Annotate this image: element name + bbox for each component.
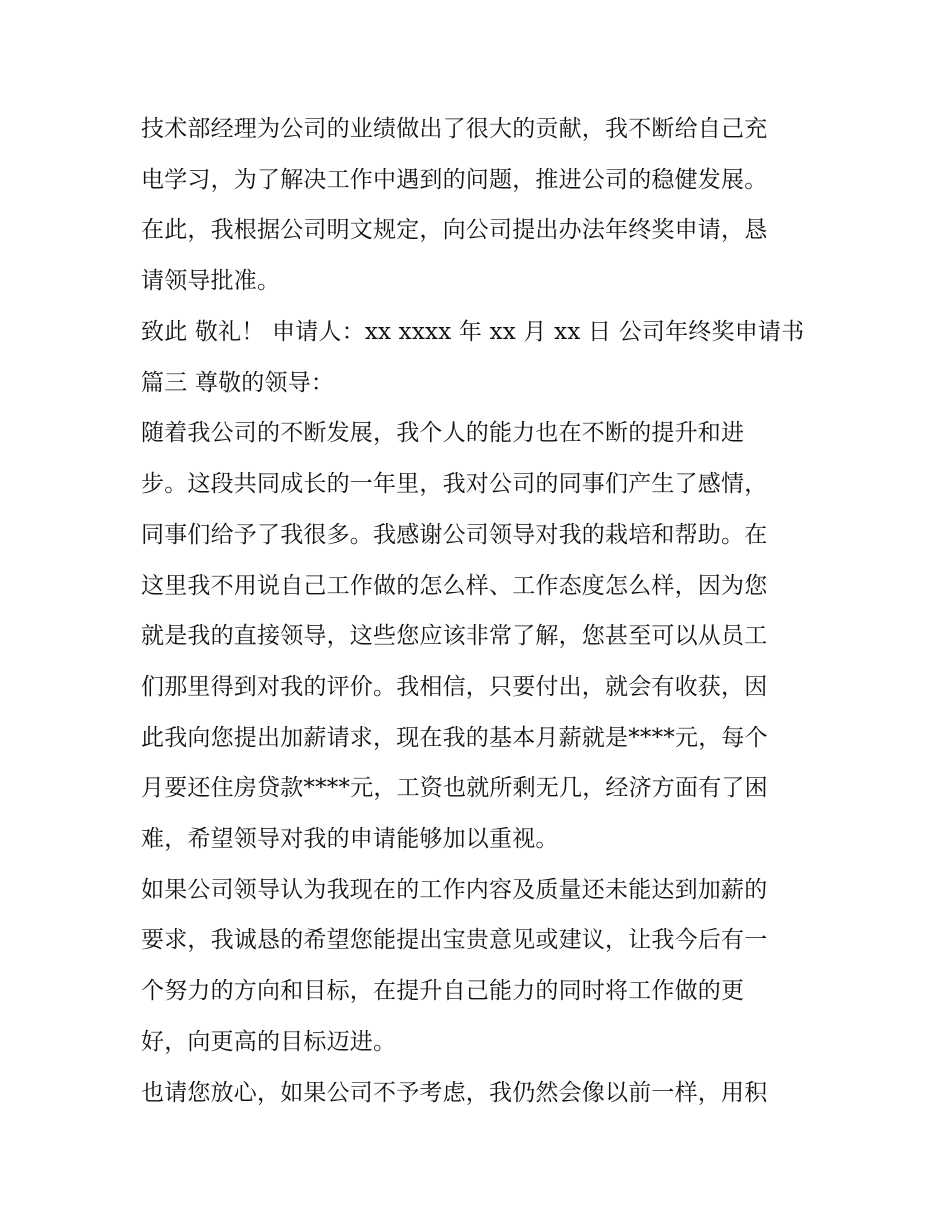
text-line: 也请您放心，如果公司不予考虑，我仍然会像以前一样，用积 (141, 1080, 768, 1106)
text-line: 要求，我诚恳的希望您能提出宝贵意见或建议，让我今后有一 (141, 927, 768, 953)
text-line: 请领导批准。 (141, 268, 281, 294)
text-line: 致此 敬礼！ 申请人：xx xxxx 年 xx 月 xx 日 公司年终奖申请书 (141, 319, 805, 345)
text-line: 这里我不用说自己工作做的怎么样、工作态度怎么样，因为您 (141, 573, 768, 599)
text-line: 好，向更高的目标迈进。 (141, 1029, 397, 1055)
text-line: 月要还住房贷款****元，工资也就所剩无几，经济方面有了困 (141, 775, 768, 801)
text-line: 如果公司领导认为我现在的工作内容及质量还未能达到加薪的 (141, 877, 768, 903)
text-line: 此我向您提出加薪请求，现在我的基本月薪就是****元，每个 (141, 725, 768, 751)
text-line: 们那里得到对我的评价。我相信，只要付出，就会有收获，因 (141, 674, 768, 700)
text-line: 就是我的直接领导，这些您应该非常了解，您甚至可以从员工 (141, 623, 768, 649)
text-line: 步。这段共同成长的一年里，我对公司的同事们产生了感情， (141, 471, 768, 497)
text-line: 随着我公司的不断发展，我个人的能力也在不断的提升和进 (141, 420, 745, 446)
text-line: 同事们给予了我很多。我感谢公司领导对我的栽培和帮助。在 (141, 522, 768, 548)
text-line: 难，希望领导对我的申请能够加以重视。 (141, 826, 559, 852)
text-line: 个努力的方向和目标，在提升自己能力的同时将工作做的更 (141, 978, 745, 1004)
text-line: 技术部经理为公司的业绩做出了很大的贡献，我不断给自己充 (141, 116, 768, 142)
text-line: 电学习，为了解决工作中遇到的问题，推进公司的稳健发展。 (141, 167, 768, 193)
text-line: 篇三 尊敬的领导： (141, 370, 335, 396)
text-line: 在此，我根据公司明文规定，向公司提出办法年终奖申请，恳 (141, 217, 768, 243)
